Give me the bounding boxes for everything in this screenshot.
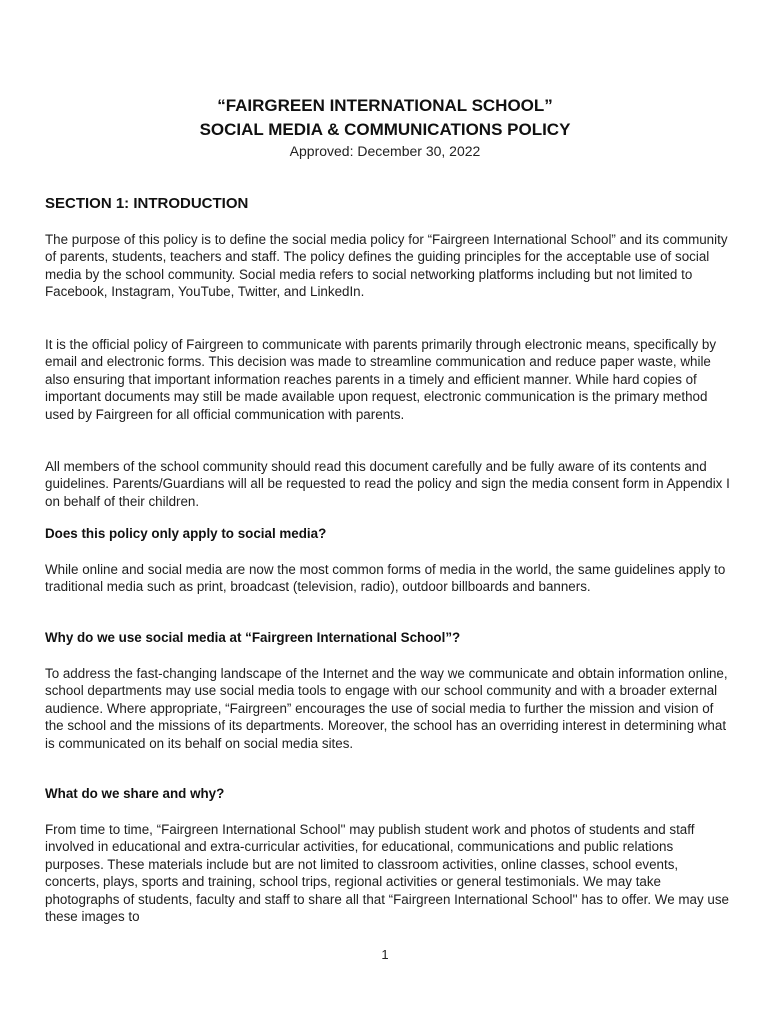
paragraph-electronic-communication: It is the official policy of Fairgreen to communicate with parents primarily through electronic means, specifically by email and electronic forms. This decision was made to streamline communication and reduce paper waste, while also ensuring that important information reaches parents in a timely and efficient manner. While hard copies of important documents may still be made available upon request, electronic communication is the primary method used by Fairgreen for all official communication with parents. xyxy=(45,337,717,422)
question-heading-scope: Does this policy only apply to social media? xyxy=(45,526,327,541)
approval-date: Approved: December 30, 2022 xyxy=(289,143,481,159)
section-heading-introduction: SECTION 1: INTRODUCTION xyxy=(45,195,249,212)
paragraph-student-work: From time to time, “Fairgreen International School'' may publish student work and photos of students and staff involved in educational and extra-curricular activities, for educational, communications and public relations purposes. These materials include but are not limited to classroom activities, online classes, school events, concerts, plays, sports and training, school trips, regional activities or general testimonials. We may take photographs of students, faculty and staff to share all that “Fairgreen International School'' has to offer. We may use these images to xyxy=(45,822,729,925)
document-title-policy: SOCIAL MEDIA & COMMUNICATIONS POLICY xyxy=(199,120,571,139)
paragraph-purpose: The purpose of this policy is to define the social media policy for “Fairgreen International School” and its community of parents, students, teachers and staff. The policy defines the guiding principles for the acceptable use of social media by the school community. Social media refers to social networking platforms including but not limited to Facebook, Instagram, YouTube, Twitter, and LinkedIn. xyxy=(45,232,728,300)
question-heading-what-we-share: What do we share and why? xyxy=(45,786,225,801)
question-heading-why-social-media: Why do we use social media at “Fairgreen International School”? xyxy=(45,630,461,645)
paragraph-social-media-tools: To address the fast-changing landscape of the Internet and the way we communicate and obtain information online, school departments may use social media tools to engage with our school community and with a broader external audience. Where appropriate, “Fairgreen” encourages the use of social media to further the mission and vision of the school and the missions of its departments. Moreover, the school has an overriding interest in determining what is communicated on its behalf on social media sites. xyxy=(45,666,728,751)
page-number: 1 xyxy=(381,947,389,962)
paragraph-community-read: All members of the school community should read this document carefully and be fully aware of its contents and guidelines. Parents/Guardians will all be requested to read the policy and sign the media consent form in Appendix I on behalf of their children. xyxy=(45,459,730,509)
document-title-school: “FAIRGREEN INTERNATIONAL SCHOOL” xyxy=(217,96,553,115)
paragraph-traditional-media: While online and social media are now the most common forms of media in the world, the same guidelines apply to traditional media such as print, broadcast (television, radio), outdoor billboards and banners. xyxy=(45,562,726,595)
